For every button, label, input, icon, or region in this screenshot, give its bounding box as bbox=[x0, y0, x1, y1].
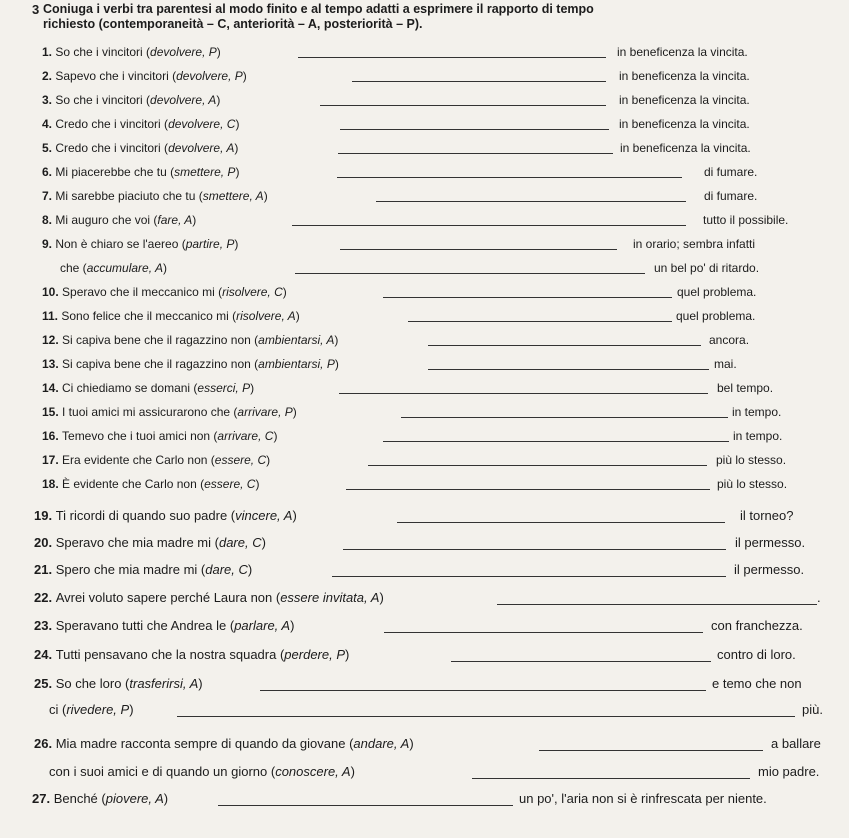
item-stem bbox=[49, 764, 355, 779]
answer-blank[interactable] bbox=[497, 604, 817, 605]
item-verb-hint: perdere, P bbox=[284, 647, 345, 662]
item-text: È evidente che Carlo non ( bbox=[62, 477, 205, 491]
item-stem bbox=[34, 618, 294, 633]
item-text: Mi piacerebbe che tu ( bbox=[55, 165, 175, 179]
item-text-close: ) bbox=[129, 702, 134, 717]
item-stem bbox=[34, 508, 297, 523]
item-stem bbox=[42, 309, 300, 323]
item-text-close: ) bbox=[162, 261, 167, 275]
item-tail: . bbox=[817, 590, 821, 605]
item-stem bbox=[34, 590, 384, 605]
answer-blank[interactable] bbox=[298, 57, 606, 58]
answer-blank[interactable] bbox=[260, 690, 706, 691]
item-tail: e temo che non bbox=[712, 676, 802, 691]
exercise-instruction-line1: Coniuga i verbi tra parentesi al modo finito e al tempo adatti a esprimere il rapporto di tempo bbox=[43, 2, 594, 16]
answer-blank[interactable] bbox=[472, 778, 750, 779]
answer-blank[interactable] bbox=[343, 549, 726, 550]
answer-blank[interactable] bbox=[339, 393, 708, 394]
item-number: 17. bbox=[42, 453, 63, 467]
item-tail: il torneo? bbox=[740, 508, 794, 523]
item-tail: contro di loro. bbox=[717, 647, 796, 662]
item-tail: di fumare. bbox=[704, 189, 758, 203]
item-text: Mi sarebbe piaciuto che tu ( bbox=[55, 189, 203, 203]
item-number: 4. bbox=[42, 117, 56, 131]
item-text: So che loro ( bbox=[55, 676, 130, 691]
answer-blank[interactable] bbox=[292, 225, 686, 226]
item-verb-hint: conoscere, A bbox=[275, 764, 351, 779]
item-stem bbox=[42, 93, 220, 107]
answer-blank[interactable] bbox=[428, 369, 709, 370]
item-text: Sono felice che il meccanico mi ( bbox=[61, 309, 237, 323]
item-verb-hint: devolvere, P bbox=[176, 69, 243, 83]
item-verb-hint: devolvere, A bbox=[150, 93, 217, 107]
item-tail: in orario; sembra infatti bbox=[633, 237, 756, 251]
item-stem bbox=[32, 791, 168, 806]
item-text-close: ) bbox=[295, 309, 300, 323]
item-verb-hint: essere, C bbox=[204, 477, 256, 491]
exercise-header bbox=[32, 2, 812, 32]
item-tail: con franchezza. bbox=[711, 618, 803, 633]
item-text: Si capiva bene che il ragazzino non ( bbox=[62, 333, 259, 347]
item-text-close: ) bbox=[350, 764, 355, 779]
item-tail: un bel po' di ritardo. bbox=[654, 261, 760, 275]
item-text: con i suoi amici e di quando un giorno ( bbox=[49, 764, 276, 779]
item-text-close: ) bbox=[242, 69, 247, 83]
item-stem bbox=[34, 562, 252, 577]
item-text: Speravo che il meccanico mi ( bbox=[62, 285, 223, 299]
item-stem bbox=[42, 189, 268, 203]
item-text-close: ) bbox=[261, 535, 266, 550]
item-stem bbox=[34, 535, 266, 550]
item-tail: in tempo. bbox=[732, 405, 782, 419]
item-text-close: ) bbox=[247, 562, 253, 577]
item-text-close: ) bbox=[282, 285, 287, 299]
item-text: Avrei voluto sapere perché Laura non ( bbox=[55, 590, 281, 605]
item-tail: in beneficenza la vincita. bbox=[619, 117, 750, 131]
item-stem bbox=[42, 213, 196, 227]
answer-blank[interactable] bbox=[383, 297, 672, 298]
answer-blank[interactable] bbox=[332, 576, 726, 577]
item-number: 8. bbox=[42, 213, 56, 227]
item-verb-hint: dare, C bbox=[205, 562, 248, 577]
item-stem bbox=[42, 357, 339, 371]
item-text-close: ) bbox=[234, 141, 239, 155]
answer-blank[interactable] bbox=[177, 716, 795, 717]
item-tail: mai. bbox=[714, 357, 737, 371]
answer-blank[interactable] bbox=[428, 345, 701, 346]
item-text-close: ) bbox=[263, 189, 268, 203]
item-number: 3. bbox=[42, 93, 56, 107]
item-verb-hint: vincere, A bbox=[235, 508, 293, 523]
answer-blank[interactable] bbox=[352, 81, 606, 82]
item-number: 14. bbox=[42, 381, 63, 395]
item-stem bbox=[42, 117, 239, 131]
answer-blank[interactable] bbox=[408, 321, 672, 322]
item-stem bbox=[42, 405, 297, 419]
item-stem bbox=[42, 333, 338, 347]
item-number: 1. bbox=[42, 45, 56, 59]
item-verb-hint: smettere, A bbox=[202, 189, 264, 203]
item-text: Ti ricordi di quando suo padre ( bbox=[55, 508, 236, 523]
item-stem bbox=[60, 261, 167, 275]
item-verb-hint: dare, C bbox=[218, 535, 262, 550]
item-tail: in beneficenza la vincita. bbox=[620, 141, 751, 155]
item-text: So che i vincitori ( bbox=[55, 93, 151, 107]
answer-blank[interactable] bbox=[368, 465, 707, 466]
item-verb-hint: accumulare, A bbox=[86, 261, 163, 275]
item-tail: un po', l'aria non si è rinfrescata per niente. bbox=[519, 791, 767, 806]
item-stem bbox=[34, 736, 414, 751]
item-verb-hint: devolvere, C bbox=[168, 117, 236, 131]
item-number: 13. bbox=[42, 357, 63, 371]
item-text-close: ) bbox=[266, 453, 271, 467]
item-tail: il permesso. bbox=[734, 562, 805, 577]
item-tail: ancora. bbox=[709, 333, 750, 347]
item-number: 20. bbox=[34, 535, 56, 550]
item-stem bbox=[42, 69, 247, 83]
item-text: Temevo che i tuoi amici non ( bbox=[62, 429, 218, 443]
item-tail: mio padre. bbox=[758, 764, 820, 779]
item-number: 21. bbox=[34, 562, 56, 577]
item-text-close: ) bbox=[273, 429, 278, 443]
item-number: 25. bbox=[34, 676, 56, 691]
item-tail: in beneficenza la vincita. bbox=[619, 93, 750, 107]
item-text: Mia madre racconta sempre di quando da giovane ( bbox=[55, 736, 354, 751]
item-stem bbox=[42, 477, 259, 491]
item-text: So che i vincitori ( bbox=[55, 45, 151, 59]
item-text: Spero che mia madre mi ( bbox=[55, 562, 206, 577]
answer-blank[interactable] bbox=[401, 417, 728, 418]
item-number: 27. bbox=[32, 791, 54, 806]
item-text-close: ) bbox=[235, 165, 240, 179]
item-verb-hint: ambientarsi, A bbox=[258, 333, 335, 347]
item-stem bbox=[34, 676, 203, 691]
item-text: Credo che i vincitori ( bbox=[55, 141, 169, 155]
item-verb-hint: rivedere, P bbox=[66, 702, 130, 717]
item-tail: a ballare bbox=[771, 736, 821, 751]
item-number: 19. bbox=[34, 508, 56, 523]
exercise-number: 3 bbox=[32, 2, 40, 17]
item-text: Non è chiaro se l'aereo ( bbox=[55, 237, 186, 251]
item-verb-hint: andare, A bbox=[353, 736, 410, 751]
item-verb-hint: fare, A bbox=[157, 213, 193, 227]
item-number: 5. bbox=[42, 141, 56, 155]
item-verb-hint: arrivare, P bbox=[237, 405, 293, 419]
item-number: 23. bbox=[34, 618, 56, 633]
item-stem bbox=[42, 165, 239, 179]
item-verb-hint: smettere, P bbox=[174, 165, 236, 179]
item-stem bbox=[42, 141, 238, 155]
answer-blank[interactable] bbox=[451, 661, 711, 662]
item-stem bbox=[49, 702, 134, 717]
exercise-instruction-line2: richiesto (contemporaneità – C, anteriorità – A, posteriorità – P). bbox=[43, 17, 423, 31]
answer-blank[interactable] bbox=[539, 750, 763, 751]
item-stem bbox=[42, 453, 270, 467]
item-verb-hint: risolvere, C bbox=[222, 285, 283, 299]
item-text: che ( bbox=[60, 261, 87, 275]
item-tail: il permesso. bbox=[735, 535, 806, 550]
item-stem bbox=[42, 381, 254, 395]
item-number: 9. bbox=[42, 237, 56, 251]
item-text-close: ) bbox=[216, 45, 221, 59]
item-number: 12. bbox=[42, 333, 63, 347]
item-verb-hint: esserci, P bbox=[197, 381, 251, 395]
answer-blank[interactable] bbox=[338, 153, 613, 154]
item-number: 11. bbox=[42, 309, 62, 323]
item-verb-hint: risolvere, A bbox=[236, 309, 296, 323]
item-text: Speravano tutti che Andrea le ( bbox=[55, 618, 235, 633]
item-text: Mi auguro che voi ( bbox=[55, 213, 158, 227]
item-tail: in beneficenza la vincita. bbox=[617, 45, 748, 59]
item-stem bbox=[42, 429, 277, 443]
item-number: 22. bbox=[34, 590, 56, 605]
answer-blank[interactable] bbox=[320, 105, 606, 106]
item-number: 6. bbox=[42, 165, 56, 179]
item-stem bbox=[42, 45, 221, 59]
answer-blank[interactable] bbox=[376, 201, 686, 202]
item-text-close: ) bbox=[379, 590, 384, 605]
item-tail: in beneficenza la vincita. bbox=[619, 69, 750, 83]
item-verb-hint: ambientarsi, P bbox=[258, 357, 335, 371]
item-text: Sapevo che i vincitori ( bbox=[55, 69, 177, 83]
item-text-close: ) bbox=[290, 618, 295, 633]
item-tail: quel problema. bbox=[677, 285, 757, 299]
item-tail: bel tempo. bbox=[717, 381, 774, 395]
answer-blank[interactable] bbox=[218, 805, 513, 806]
item-verb-hint: partire, P bbox=[185, 237, 235, 251]
item-number: 15. bbox=[42, 405, 63, 419]
item-text: Speravo che mia madre mi ( bbox=[55, 535, 219, 550]
item-verb-hint: essere, C bbox=[214, 453, 267, 467]
item-stem bbox=[42, 285, 287, 299]
item-verb-hint: essere invitata, A bbox=[280, 590, 380, 605]
answer-blank[interactable] bbox=[383, 441, 729, 442]
item-text: Si capiva bene che il ragazzino non ( bbox=[62, 357, 259, 371]
answer-blank[interactable] bbox=[397, 522, 725, 523]
item-text-close: ) bbox=[292, 508, 297, 523]
item-text-close: ) bbox=[198, 676, 203, 691]
item-text-close: ) bbox=[216, 93, 221, 107]
answer-blank[interactable] bbox=[340, 249, 617, 250]
answer-blank[interactable] bbox=[295, 273, 645, 274]
item-text: ci ( bbox=[49, 702, 67, 717]
item-tail: in tempo. bbox=[733, 429, 783, 443]
item-tail: tutto il possibile. bbox=[703, 213, 789, 227]
item-text-close: ) bbox=[292, 405, 297, 419]
item-tail: più lo stesso. bbox=[717, 477, 788, 491]
item-tail: più lo stesso. bbox=[716, 453, 787, 467]
item-tail: di fumare. bbox=[704, 165, 758, 179]
item-text-close: ) bbox=[192, 213, 197, 227]
item-number: 7. bbox=[42, 189, 56, 203]
item-text-close: ) bbox=[334, 357, 339, 371]
answer-blank[interactable] bbox=[340, 129, 609, 130]
item-text: Ci chiediamo se domani ( bbox=[62, 381, 198, 395]
item-text-close: ) bbox=[345, 647, 350, 662]
item-text-close: ) bbox=[334, 333, 339, 347]
item-number: 24. bbox=[34, 647, 56, 662]
item-text-close: ) bbox=[235, 117, 240, 131]
item-text-close: ) bbox=[234, 237, 239, 251]
item-number: 18. bbox=[42, 477, 63, 491]
item-text-close: ) bbox=[255, 477, 260, 491]
item-number: 26. bbox=[34, 736, 56, 751]
item-verb-hint: parlare, A bbox=[234, 618, 291, 633]
item-number: 10. bbox=[42, 285, 63, 299]
item-number: 16. bbox=[42, 429, 63, 443]
item-number: 2. bbox=[42, 69, 56, 83]
item-text: Era evidente che Carlo non ( bbox=[62, 453, 215, 467]
item-text-close: ) bbox=[250, 381, 255, 395]
item-text: I tuoi amici mi assicurarono che ( bbox=[62, 405, 238, 419]
item-verb-hint: devolvere, A bbox=[168, 141, 235, 155]
item-tail: quel problema. bbox=[676, 309, 756, 323]
answer-blank[interactable] bbox=[337, 177, 682, 178]
item-text-close: ) bbox=[163, 791, 169, 806]
item-text: Credo che i vincitori ( bbox=[55, 117, 169, 131]
item-verb-hint: piovere, A bbox=[105, 791, 164, 806]
item-stem bbox=[42, 237, 238, 251]
answer-blank[interactable] bbox=[384, 632, 703, 633]
item-verb-hint: trasferirsi, A bbox=[129, 676, 199, 691]
answer-blank[interactable] bbox=[346, 489, 710, 490]
item-text: Benché ( bbox=[53, 791, 106, 806]
item-text: Tutti pensavano che la nostra squadra ( bbox=[55, 647, 285, 662]
item-tail: più. bbox=[802, 702, 823, 717]
item-verb-hint: devolvere, P bbox=[150, 45, 217, 59]
item-verb-hint: arrivare, C bbox=[217, 429, 274, 443]
item-stem bbox=[34, 647, 349, 662]
item-text-close: ) bbox=[409, 736, 414, 751]
